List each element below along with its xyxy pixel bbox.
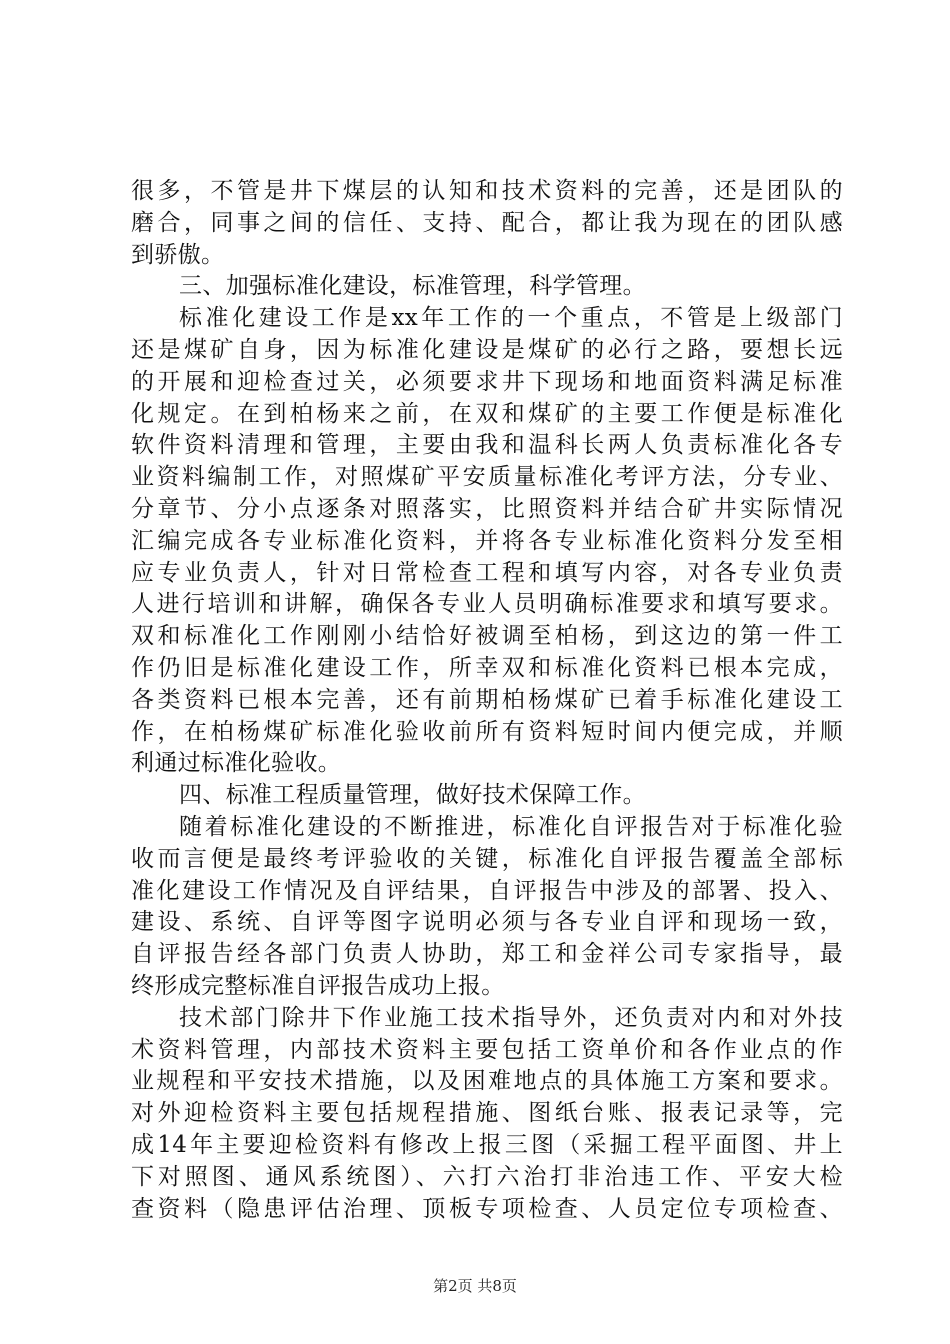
page-number-label: 第2页 共8页	[433, 1277, 517, 1295]
text-line: 磨合，同事之间的信任、支持、配合，都让我为现在的团队感	[131, 209, 843, 236]
text-line: 作仍旧是标准化建设工作，所幸双和标准化资料已根本完成，	[131, 654, 843, 681]
text-line: 化规定。在到柏杨来之前，在双和煤矿的主要工作便是标准化	[131, 400, 843, 427]
text-line: 建设、系统、自评等图字说明必须与各专业自评和现场一致，	[131, 909, 843, 936]
text-line: 利通过标准化验收。	[131, 750, 342, 777]
page-footer	[0, 1276, 950, 1296]
text-line: 对外迎检资料主要包括规程措施、图纸台账、报表记录等，完	[131, 1100, 843, 1127]
document-body	[131, 176, 843, 1225]
text-line: 汇编完成各专业标准化资料，并将各专业标准化资料分发至相	[131, 527, 843, 554]
text-line: 业规程和平安技术措施，以及困难地点的具体施工方案和要求。	[131, 1068, 843, 1095]
text-line: 还是煤矿自身，因为标准化建设是煤矿的必行之路，要想长远	[131, 336, 843, 363]
text-line: 的开展和迎检查过关，必须要求井下现场和地面资料满足标准	[131, 368, 843, 395]
text-line: 很多，不管是井下煤层的认知和技术资料的完善，还是团队的	[131, 178, 843, 204]
text-line: 下对照图、通风系统图）、六打六治打非治违工作、平安大检	[131, 1163, 843, 1190]
text-line: 术资料管理，内部技术资料主要包括工资单价和各作业点的作	[131, 1036, 843, 1063]
text-line: 作，在柏杨煤矿标准化验收前所有资料短时间内便完成，并顺	[131, 718, 843, 745]
text-line: 双和标准化工作刚刚小结恰好被调至柏杨，到这边的第一件工	[131, 623, 843, 650]
text-line: 准化建设工作情况及自评结果，自评报告中涉及的部署、投入、	[131, 877, 843, 904]
text-line: 标准化建设工作是xx年工作的一个重点，不管是上级部门	[179, 305, 843, 332]
text-line: 业资料编制工作，对照煤矿平安质量标准化考评方法，分专业、	[131, 464, 843, 491]
text-line: 查资料（隐患评估治理、顶板专项检查、人员定位专项检查、	[131, 1195, 843, 1222]
text-line: 终形成完整标准自评报告成功上报。	[131, 972, 505, 999]
text-line: 成14年主要迎检资料有修改上报三图（采掘工程平面图、井上	[131, 1131, 843, 1158]
text-line: 四、标准工程质量管理，做好技术保障工作。	[179, 782, 646, 809]
text-line: 收而言便是最终考评验收的关键，标准化自评报告覆盖全部标	[131, 845, 843, 872]
text-line: 应专业负责人，针对日常检查工程和填写内容，对各专业负责	[131, 559, 843, 586]
text-line: 软件资料清理和管理，主要由我和温科长两人负责标准化各专	[131, 432, 843, 459]
text-line: 人进行培训和讲解，确保各专业人员明确标准要求和填写要求。	[131, 591, 843, 618]
text-line: 各类资料已根本完善，还有前期柏杨煤矿已着手标准化建设工	[131, 686, 843, 713]
text-line: 三、加强标准化建设，标准管理，科学管理。	[179, 273, 646, 300]
text-line: 自评报告经各部门负责人协助，郑工和金祥公司专家指导，最	[131, 941, 843, 968]
text-line: 分章节、分小点逐条对照落实，比照资料并结合矿井实际情况	[131, 495, 843, 522]
text-line: 随着标准化建设的不断推进，标准化自评报告对于标准化验	[179, 813, 843, 840]
text-line: 到骄傲。	[131, 241, 225, 268]
text-line: 技术部门除井下作业施工技术指导外，还负责对内和对外技	[179, 1004, 843, 1031]
